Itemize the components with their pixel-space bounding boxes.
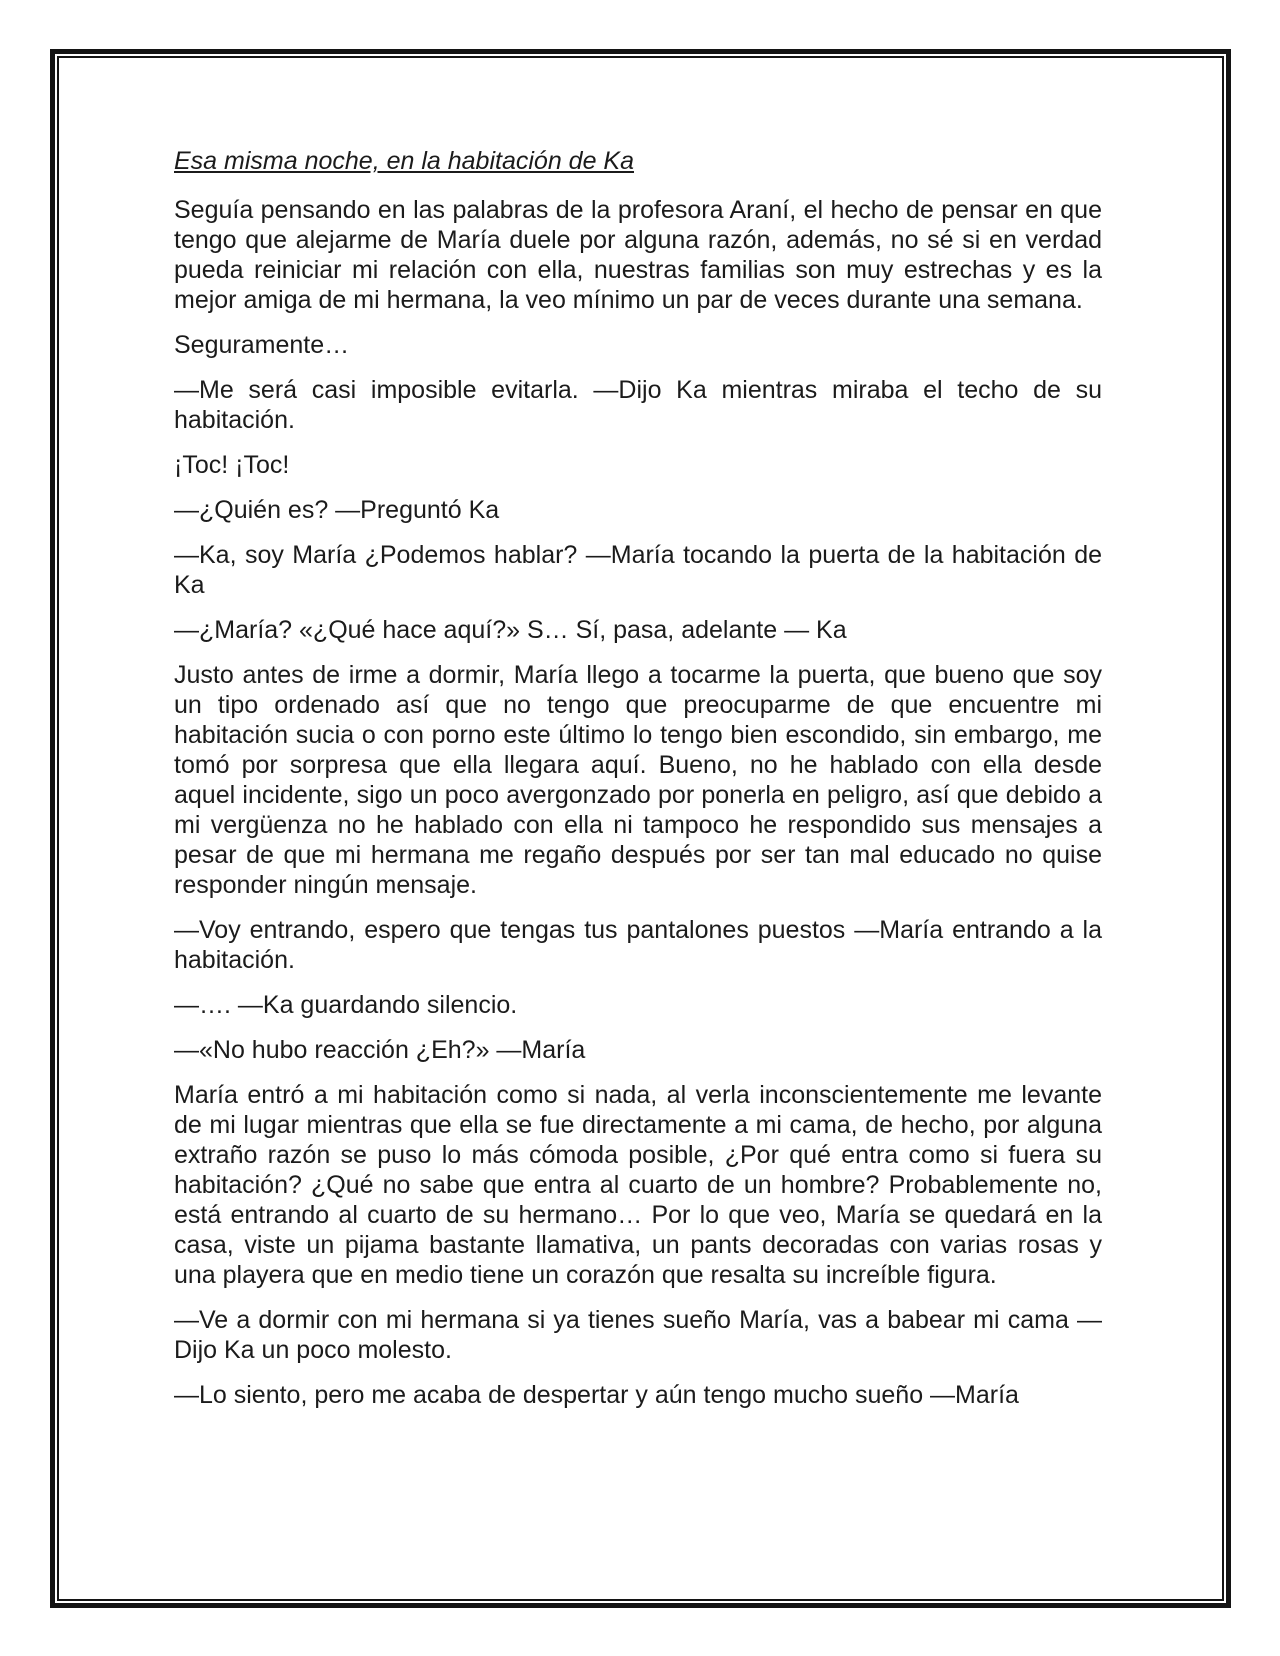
paragraph: —Voy entrando, espero que tengas tus pantalones puestos —María entrando a la habitación. bbox=[174, 916, 1102, 974]
page-border-frame-inner bbox=[57, 56, 1224, 1601]
paragraph: —Ka, soy María ¿Podemos hablar? —María tocando la puerta de la habitación de Ka bbox=[174, 541, 1102, 599]
document-title: Esa misma noche, en la habitación de Ka bbox=[174, 147, 634, 175]
paragraph: —¿María? «¿Qué hace aquí?» S… Sí, pasa, adelante — Ka bbox=[174, 616, 847, 644]
paragraph: Seguramente… bbox=[174, 331, 350, 359]
paragraph: —«No hubo reacción ¿Eh?» —María bbox=[174, 1036, 586, 1064]
paragraph: —…. —Ka guardando silencio. bbox=[174, 991, 518, 1019]
page-border-frame bbox=[50, 49, 1231, 1608]
paragraph: —Ve a dormir con mi hermana si ya tienes sueño María, vas a babear mi cama — Dijo Ka un poco molesto. bbox=[174, 1306, 1102, 1364]
paragraph: Seguía pensando en las palabras de la profesora Araní, el hecho de pensar en que tengo que alejarme de María duele por alguna razón, además, no sé si en verdad pueda reiniciar mi relación con ella, nuestras familias son muy estrechas y es la mejor amiga de mi hermana, la veo mínimo un par de veces durante una semana. bbox=[174, 196, 1102, 314]
paragraph: —¿Quién es? —Preguntó Ka bbox=[174, 496, 500, 524]
paragraph: ¡Toc! ¡Toc! bbox=[174, 451, 290, 479]
paragraph: Justo antes de irme a dormir, María llego a tocarme la puerta, que bueno que soy un tipo ordenado así que no tengo que preocuparme de que encuentre mi habitación sucia o con porno este último lo tengo bien escondido, sin embargo, me tomó por sorpresa que ella llegara aquí. Bueno, no he hablado con ella desde aquel incidente, sigo un poco avergonzado por ponerla en peligro, así que debido a mi vergüenza no he hablado con ella ni tampoco he respondido sus mensajes a pesar de que mi hermana me regaño después por ser tan mal educado no quise responder ningún mensaje. bbox=[174, 661, 1102, 899]
paragraph: —Lo siento, pero me acaba de despertar y aún tengo mucho sueño —María bbox=[174, 1381, 1019, 1409]
paragraph: María entró a mi habitación como si nada, al verla inconscientemente me levante de mi lugar mientras que ella se fue directamente a mi cama, de hecho, por alguna extraño razón se puso lo más cómoda posible, ¿Por qué entra como si fuera su habitación? ¿Qué no sabe que entra al cuarto de un hombre? Probablemente no, está entrando al cuarto de su hermano… Por lo que veo, María se quedará en la casa, viste un pijama bastante llamativa, un pants decoradas con varias rosas y una playera que en medio tiene un corazón que resalta su increíble figura. bbox=[174, 1081, 1102, 1289]
paragraph: —Me será casi imposible evitarla. —Dijo Ka mientras miraba el techo de su habitación. bbox=[174, 376, 1102, 434]
